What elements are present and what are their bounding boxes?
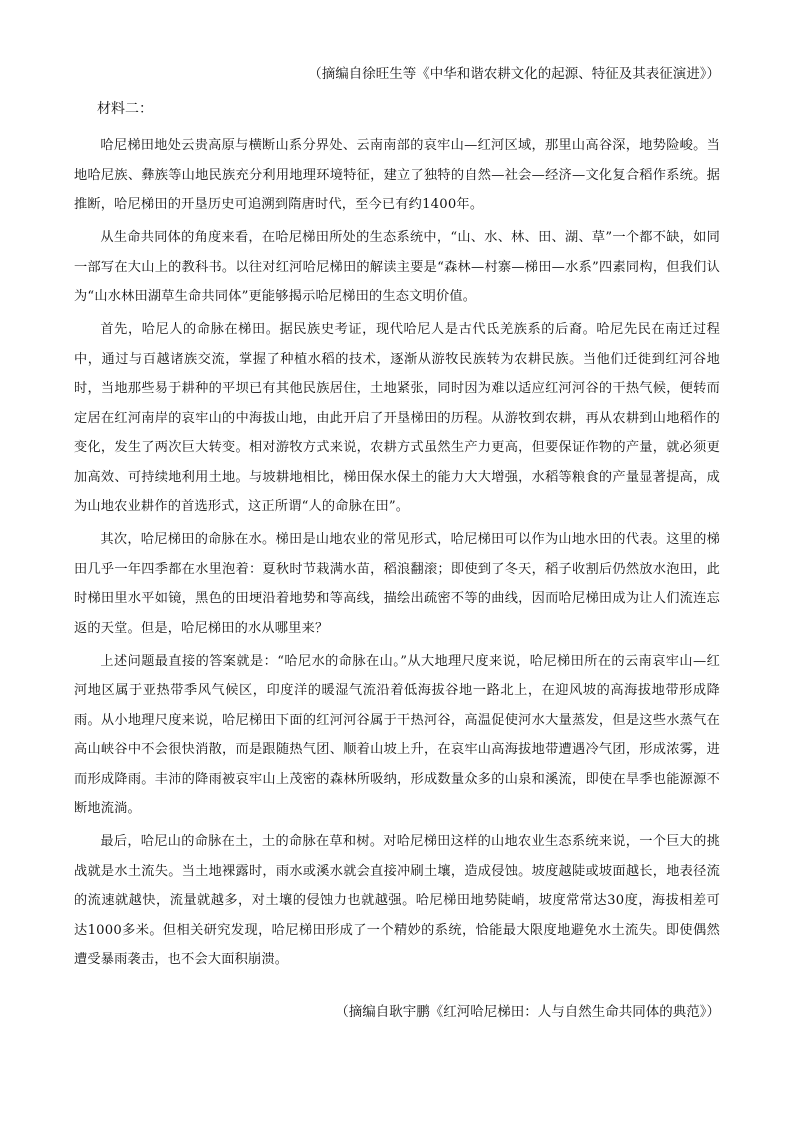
source-citation-top: （摘编自徐旺生等《中华和谐农耕文化的起源、特征及其表征演进》）: [308, 66, 720, 82]
paragraph-soil-lifeline: 最后，哈尼山的命脉在土，土的命脉在草和树。对哈尼梯田这样的山地农业生态系统来说，一个巨大的挑战就是水土流失。当土地裸露时，雨水或溪水就会直接冲刷土壤，造成侵蚀。坡度越陡或坡面越长，地表径流的流速就越快，流量就越多，对土壤的侵蚀力也就越强。哈尼梯田地势陡峭，坡度常常达30度，海拔相差可达1000多米。但相关研究发现，哈尼梯田形成了一个精妙的系统，恰能最大限度地避免水土流失。即使偶然遭受暴雨袭击，也不会大面积崩溃。: [74, 834, 720, 967]
paragraph-terraces-lifeline: 首先，哈尼人的命脉在梯田。据民族史考证，现代哈尼人是古代氐羌族系的后裔。哈尼先民在南迁过程中，通过与百越诸族交流，掌握了种植水稻的技术，逐渐从游牧民族转为农耕民族。当他们迁徙到红河谷地时，当地那些易于耕种的平坝已有其他民族居住，土地紧张，同时因为难以适应红河河谷的干热气候，便转而定居在红河南岸的哀牢山的中海拔山地，由此开启了开垦梯田的历程。从游牧到农耕，再从农耕到山地稻作的变化，发生了两次巨大转变。相对游牧方式来说，农耕方式虽然生产力更高，但要保证作物的产量，就必须更加高效、可持续地利用土地。与坡耕地相比，梯田保水保土的能力大大增强，水稻等粮食的产量显著提高，成为山地农业耕作的首选形式，这正所谓“人的命脉在田”。: [74, 322, 720, 514]
paragraph-water-lifeline: 其次，哈尼梯田的命脉在水。梯田是山地农业的常见形式，哈尼梯田可以作为山地水田的代表。这里的梯田几乎一年四季都在水里泡着：夏秋时节栽满水苗，稻浪翻滚；即使到了冬天，稻子收割后仍然放水泡田，此时梯田里水平如镜，黑色的田埂沿着地势和等高线，描绘出疏密不等的曲线，因而哈尼梯田成为让人们流连忘返的天堂。但是，哈尼梯田的水从哪里来？: [74, 532, 720, 636]
paragraph-life-community: 从生命共同体的角度来看，在哈尼梯田所处的生态系统中，“山、水、林、田、湖、草”一个都不缺，如同一部写在大山上的教科书。以往对红河哈尼梯田的解读主要是“森林—村寨—梯田—水系”四素同构，但我们认为“山水林田湖草生命共同体”更能够揭示哈尼梯田的生态文明价值。: [74, 230, 720, 304]
paragraph-mountain-lifeline: 上述问题最直接的答案就是：“哈尼水的命脉在山。”从大地理尺度来说，哈尼梯田所在的云南哀牢山—红河地区属于亚热带季风气候区，印度洋的暖湿气流沿着低海拔谷地一路北上，在迎风坡的高海拔地带形成降雨。从小地理尺度来说，哈尼梯田下面的红河河谷属于干热河谷，高温促使河水大量蒸发，但是这些水蒸气在高山峡谷中不会很快消散，而是跟随热气团、顺着山坡上升，在哀牢山高海拔地带遭遇冷气团，形成浓雾，进而形成降雨。丰沛的降雨被哀牢山上茂密的森林所吸纳，形成数量众多的山泉和溪流，即使在旱季也能源源不断地流淌。: [74, 653, 720, 816]
source-citation-bottom: （摘编自耿宇鹏《红河哈尼梯田：人与自然生命共同体的典范》）: [335, 1004, 720, 1020]
paragraph-geography: 哈尼梯田地处云贵高原与横断山系分界处、云南南部的哀牢山—红河区域，那里山高谷深，地势险峻。当地哈尼族、彝族等山地民族充分利用地理环境特征，建立了独特的自然—社会—经济—文化复合稻作系统。据推断，哈尼梯田的开垦历史可追溯到隋唐时代，至今已有约1400年。: [74, 138, 720, 212]
material-label: 材料二：: [97, 101, 153, 117]
article-body: [74, 131, 720, 978]
